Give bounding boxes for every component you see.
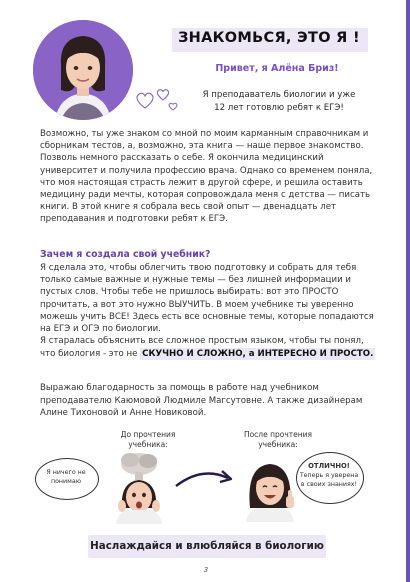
after-bubble-text: [298, 462, 360, 489]
bubble-line: понимаю: [50, 478, 82, 485]
paragraph-line: преподавания и подготовки ребят к ЕГЭ.: [40, 214, 228, 225]
footer-slogan: Наслаждайся и влюбляйся в биологию: [90, 540, 324, 552]
intro-line: Я преподаватель биологии и уже: [202, 90, 356, 100]
paragraph-line: пустых слов. Чтобы тебе не пришлось выбирать: вот это ПРОСТО: [40, 287, 339, 298]
acknowledgement-line: преподавателю Каюмовой Людмиле Магсутовне. А также дизайнерам: [40, 395, 363, 406]
paragraph-line: университет и получила профессию врача. Однако со временем поняла,: [40, 165, 373, 176]
paragraph-line: что моя настоящая страсть лежит в другой сфере, и решила оставить: [40, 177, 363, 188]
bubble-line: в своих знаниях!: [300, 481, 358, 488]
paragraph-line: прочитать, а вот это нужно ВЫУЧИТЬ. В моем учебнике ты уверенно: [40, 299, 354, 310]
paragraph-line: на ЕГЭ и ОГЭ по биологии.: [40, 324, 161, 335]
after-label: [236, 430, 320, 450]
after-label-line: учебника:: [258, 440, 298, 449]
page-title: ЗНАКОМЬСЯ, ЭТО Я !: [178, 30, 360, 46]
paragraph-line: Я старалась объяснить все сложное простым языком, чтобы ты понял,: [40, 336, 364, 347]
intro-line: 12 лет готовлю ребят к ЕГЭ!: [214, 102, 344, 113]
paragraph-line: сборникам тестов, а, возможно, эта книга — наше первое знакомство.: [40, 141, 364, 152]
section-subheading: Зачем я создала свой учебник?: [40, 249, 211, 260]
before-label: [108, 430, 188, 450]
hearts-icon: [133, 82, 179, 114]
page-number: 3: [203, 566, 209, 574]
before-label-line: учебника:: [128, 440, 168, 449]
bubble-line: Теперь я уверена: [299, 472, 359, 479]
page-edge-border: [406, 0, 410, 582]
paragraph-fragment: что биология - это не: [40, 349, 141, 360]
before-label-line: До прочтения: [120, 430, 176, 439]
bubble-line: Я ничего не: [46, 469, 86, 476]
author-portrait-icon: [33, 20, 133, 120]
paragraph-line: медицину ради мечты, которая сопровождала меня с детства — писать: [40, 190, 371, 201]
paragraph-line: Позволь немного рассказать о себе. Я окончила медицинский: [40, 153, 324, 164]
paragraph-line: только самые важные и нужные темы — без лишней информации и: [40, 275, 351, 286]
confused-girl-icon: [108, 450, 170, 524]
acknowledgement-line: Выражаю благодарность за помощь в работе над учебником: [40, 383, 319, 393]
happy-girl-icon: [240, 452, 300, 522]
author-avatar: [33, 20, 133, 120]
before-bubble-text: [37, 468, 95, 486]
bubble-line: ОТЛИЧНО!: [308, 462, 350, 470]
paragraph-line: Я сделала это, чтобы облегчить твою подготовку и собрать для тебя: [40, 263, 357, 273]
highlighted-phrase: СКУЧНО И СЛОЖНО, а ИНТЕРЕСНО И ПРОСТО.: [142, 349, 374, 360]
about-paragraph: [40, 128, 382, 226]
acknowledgements: [40, 382, 382, 420]
after-label-line: После прочтения: [243, 430, 313, 439]
greeting-text: Привет, я Алёна Бриз!: [215, 63, 339, 74]
purpose-paragraph: [40, 262, 382, 361]
acknowledgement-line: Алине Тихоновой и Анне Новиковой.: [40, 408, 207, 418]
paragraph-line: Возможно, ты уже знаком со мной по моим карманным справочникам и: [40, 129, 369, 139]
paragraph-line: можешь учить ВСЕ! Здесь есть все основные темы, которые попадаются: [40, 311, 374, 322]
paragraph-line: [40, 348, 382, 360]
intro-text: [185, 89, 373, 114]
arrow-right-icon: [172, 462, 236, 492]
paragraph-line: книги. В этой книге я собрала весь свой опыт — двенадцать лет: [40, 202, 336, 213]
